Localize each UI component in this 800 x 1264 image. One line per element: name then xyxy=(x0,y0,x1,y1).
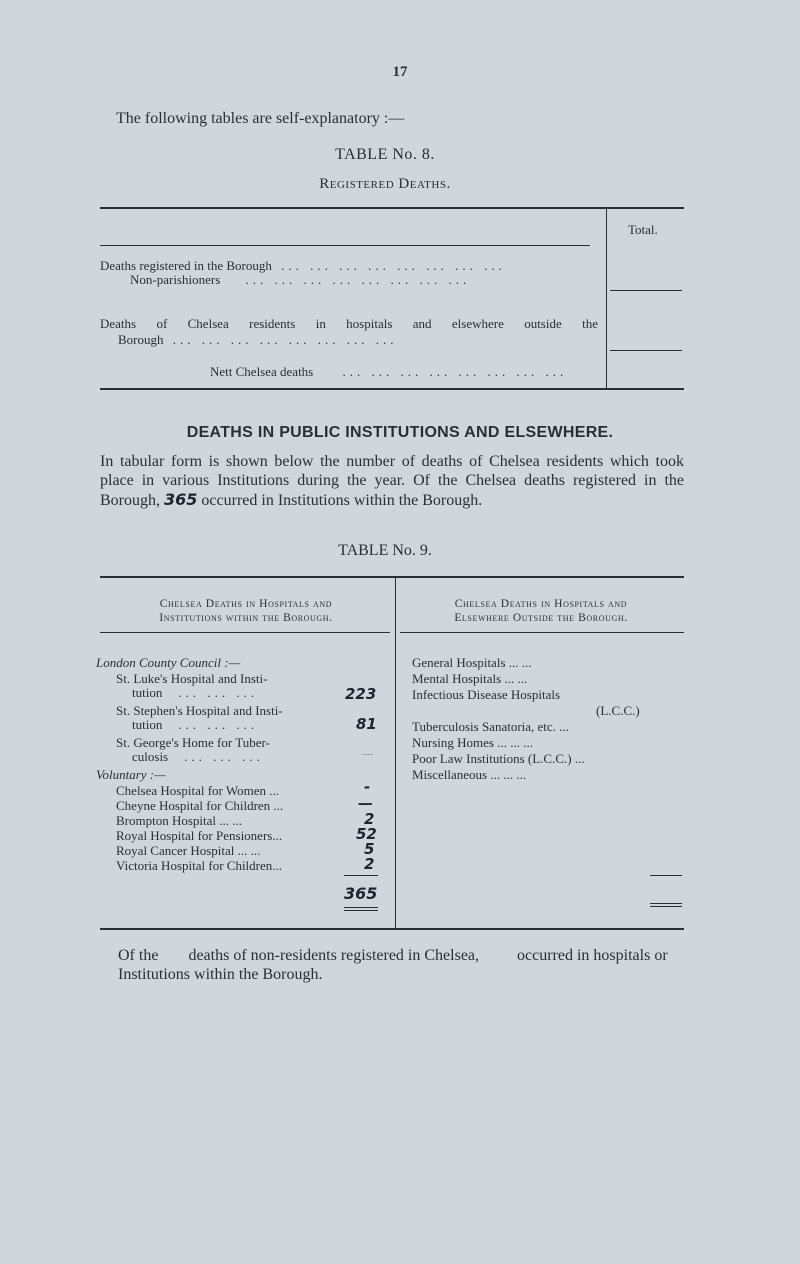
vol-item-chelsea-women: Chelsea Hospital for Women ... xyxy=(116,783,279,798)
table8-title: TABLE No. 8. xyxy=(335,146,435,163)
right-item-nursing: Nursing Homes ... ... ... xyxy=(412,735,533,750)
left-total-double-rule-2 xyxy=(344,910,378,911)
table8-subtitle: Registered Deaths. xyxy=(319,176,451,192)
value-royal-cancer: 5 xyxy=(364,840,375,858)
table9-header-rule-right xyxy=(400,632,684,633)
left-item-st-lukes: St. Luke's Hospital and Insti- tution ... ... ... xyxy=(116,671,268,700)
handwritten-count: 365 xyxy=(164,490,198,509)
table8-row-registered: Deaths registered in the Borough ... ... ... ... ... ... ... ... xyxy=(100,258,506,273)
left-total-rule-top xyxy=(344,875,378,876)
left-total-double-rule-1 xyxy=(344,907,378,908)
table9-right-header: Chelsea Deaths in Hospitals and Elsewhere Outside the Borough. xyxy=(454,598,628,624)
value-st-georges: — xyxy=(362,748,373,760)
right-item-mental: Mental Hospitals ... ... xyxy=(412,671,528,686)
table9-header-rule-left xyxy=(100,632,390,633)
table8-total-header: Total. xyxy=(628,222,658,237)
right-item-infectious: Infectious Disease Hospitals xyxy=(412,687,561,702)
value-st-stephens: 81 xyxy=(356,715,377,733)
table8-header-rule xyxy=(100,245,590,246)
table8-bottom-rule xyxy=(100,388,684,390)
value-st-lukes: 223 xyxy=(345,685,377,703)
table9-column-divider xyxy=(395,578,396,928)
right-item-misc: Miscellaneous ... ... ... xyxy=(412,767,527,782)
table9-bottom-rule xyxy=(100,928,684,930)
table8-row-non-parishioners: Non-parishioners ... ... ... ... ... ... ... ... xyxy=(130,272,471,287)
left-item-st-georges: St. George's Home for Tuber- culosis ... ... ... xyxy=(116,735,270,764)
right-total-double-rule-1 xyxy=(650,903,682,904)
value-cheyne: — xyxy=(358,794,373,812)
table8-total-rule-1 xyxy=(610,290,682,291)
vol-item-royal-cancer: Royal Cancer Hospital ... ... xyxy=(116,843,261,858)
table8-top-rule xyxy=(100,207,684,209)
right-item-general: General Hospitals ... ... xyxy=(412,655,532,670)
right-total-rule-top xyxy=(650,875,682,876)
vol-item-cheyne: Cheyne Hospital for Children ... xyxy=(116,798,284,813)
table9-top-rule xyxy=(100,576,684,578)
right-total-double-rule-2 xyxy=(650,906,682,907)
table8-total-rule-2 xyxy=(610,350,682,351)
table8-row-borough: Borough ... ... ... ... ... ... ... ... xyxy=(118,332,398,347)
right-item-poor-law: Poor Law Institutions (L.C.C.) ... xyxy=(412,751,585,766)
page-number: 17 xyxy=(392,64,408,80)
table9-title: TABLE No. 9. xyxy=(338,542,432,559)
value-chelsea-women: - xyxy=(364,778,371,796)
value-victoria: 2 xyxy=(364,855,375,873)
intro-text: The following tables are self-explanatory :— xyxy=(116,110,405,127)
table8-row-nett: Nett Chelsea deaths ... ... ... ... ... ... ... ... xyxy=(210,364,568,379)
right-item-infectious-lcc: (L.C.C.) xyxy=(596,703,640,718)
vol-item-royal-pensioners: Royal Hospital for Pensioners... xyxy=(116,828,283,843)
value-brompton: 2 xyxy=(364,810,375,828)
vol-item-brompton: Brompton Hospital ... ... xyxy=(116,813,243,828)
lcc-label: London County Council :— xyxy=(96,655,241,670)
right-item-tuberculosis: Tuberculosis Sanatoria, etc. ... xyxy=(412,719,569,734)
table8-row-outside: Deaths of Chelsea residents in hospitals and elsewhere outside the xyxy=(100,316,598,331)
vol-item-victoria: Victoria Hospital for Children... xyxy=(116,858,283,873)
left-total: 365 xyxy=(344,884,378,903)
table8-column-divider xyxy=(606,209,607,388)
voluntary-label: Voluntary :— xyxy=(96,767,166,782)
left-item-st-stephens: St. Stephen's Hospital and Insti- tution ... ... ... xyxy=(116,703,283,732)
section-heading: DEATHS IN PUBLIC INSTITUTIONS AND ELSEWHERE. xyxy=(186,424,614,441)
value-royal-pensioners: 52 xyxy=(356,825,377,843)
table9-left-header: Chelsea Deaths in Hospitals and Institutions within the Borough. xyxy=(159,598,333,624)
section-paragraph: In tabular form is shown below the number of deaths of Chelsea residents which took place in various Institutions during the year. Of the Chelsea deaths registered in the Borough, 365 occurred in Institutions within the Borough. xyxy=(100,453,684,509)
outro-paragraph: Of the deaths of non-residents registered in Chelsea, occurred in hospitals or Institutions within the Borough. xyxy=(118,947,668,983)
